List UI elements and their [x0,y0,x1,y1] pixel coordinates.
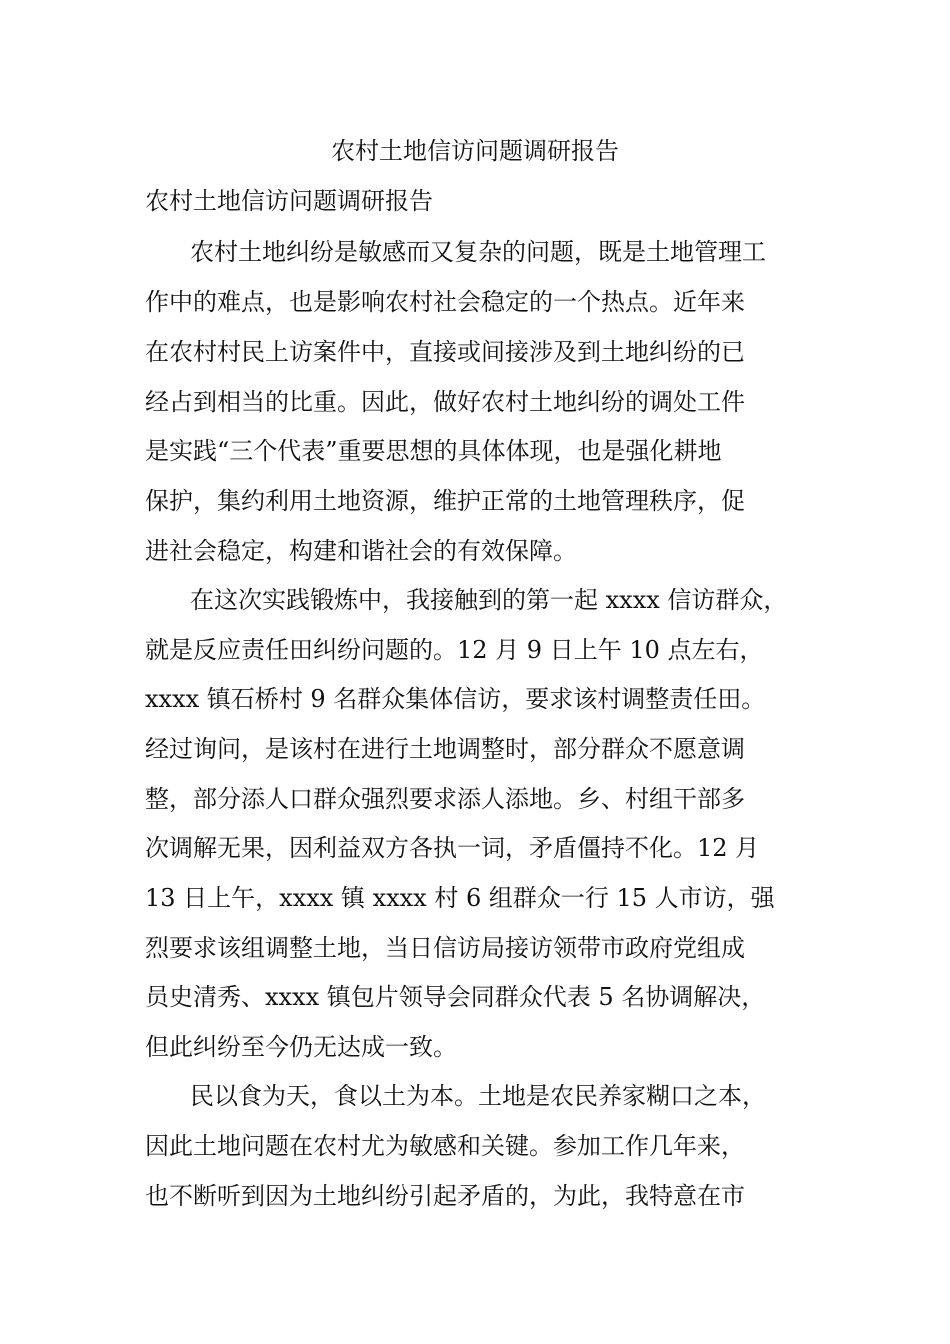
paragraph-2-line-9: 员史清秀、xxxx 镇包片领导会同群众代表 5 名协调解决， [145,983,766,1011]
paragraph-3-line-3: 也不断听到因为土地纠纷引起矛盾的，为此，我特意在市 [145,1182,745,1210]
paragraph-1-line-3: 在农村村民上访案件中，直接或间接涉及到土地纠纷的已 [145,338,745,366]
paragraph-1-line-5: 是实践“三个代表”重要思想的具体体现，也是强化耕地 [145,437,722,465]
document-subtitle: 农村土地信访问题调研报告 [145,187,433,215]
document-title: 农村土地信访问题调研报告 [331,137,619,165]
paragraph-2-line-10: 但此纠纷至今仍无达成一致。 [145,1033,457,1061]
paragraph-2-line-7: 13 日上午，xxxx 镇 xxxx 村 6 组群众一行 15 人市访，强 [145,884,775,912]
paragraph-1-line-7: 进社会稳定，构建和谐社会的有效保障。 [145,537,577,565]
paragraph-3-line-1: 民以食为天，食以土为本。土地是农民养家糊口之本， [190,1082,766,1110]
paragraph-2-line-1: 在这次实践锻炼中，我接触到的第一起 xxxx 信访群众， [190,586,788,614]
paragraph-2-line-8: 烈要求该组调整土地，当日信访局接访领带市政府党组成 [145,934,745,962]
paragraph-2-line-4: 经过询问，是该村在进行土地调整时，部分群众不愿意调 [145,735,745,763]
paragraph-1-line-6: 保护，集约利用土地资源，维护正常的土地管理秩序，促 [145,487,745,515]
paragraph-3-line-2: 因此土地问题在农村尤为敏感和关键。参加工作几年来， [145,1132,745,1160]
paragraph-1-line-4: 经占到相当的比重。因此，做好农村土地纠纷的调处工件 [145,388,745,416]
paragraph-1-line-2: 作中的难点，也是影响农村社会稳定的一个热点。近年来 [145,288,745,316]
paragraph-2-line-5: 整，部分添人口群众强烈要求添人添地。乡、村组干部多 [145,785,745,813]
paragraph-2-line-2: 就是反应责任田纠纷问题的。12 月 9 日上午 10 点左右， [145,636,764,664]
paragraph-1-line-1: 农村土地纠纷是敏感而又复杂的问题，既是土地管理工 [190,238,766,266]
paragraph-2-line-6: 次调解无果，因利益双方各执一词，矛盾僵持不化。12 月 [145,834,760,862]
paragraph-2-line-3: xxxx 镇石桥村 9 名群众集体信访，要求该村调整责任田。 [145,685,766,713]
